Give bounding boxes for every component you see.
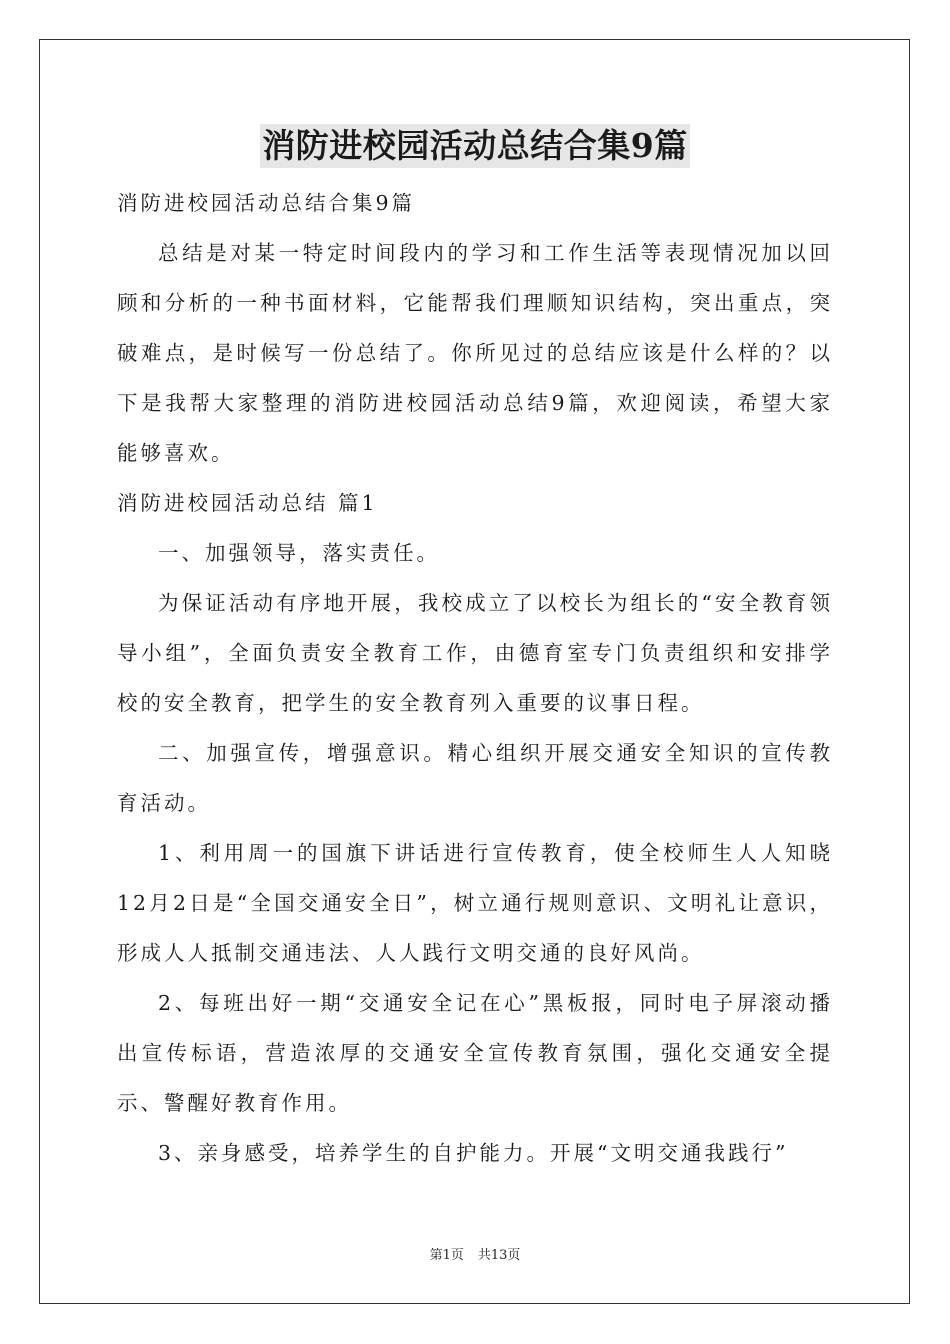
title-area: [0, 124, 950, 168]
subsection-heading-2: 二、加强宣传，增强意识。精心组织开展交通安全知识的宣传教育活动。: [117, 741, 833, 815]
intro-paragraph: 总结是对某一特定时间段内的学习和工作生活等表现情况加以回顾和分析的一种书面材料，它能帮我们理顺知识结构，突出重点，突破难点，是时候写一份总结了。你所见过的总结应该是什么样的？以下是我帮大家整理的消防进校园活动总结9篇，欢迎阅读，希望大家能够喜欢。: [117, 241, 833, 465]
list-item-1: 1、利用周一的国旗下讲话进行宣传教育，使全校师生人人知晓12月2日是“全国交通安全日”，树立通行规则意识、文明礼让意识，形成人人抵制交通违法、人人践行文明交通的良好风尚。: [117, 841, 833, 965]
document-title: 消防进校园活动总结合集9篇: [260, 124, 689, 168]
body-paragraph: 为保证活动有序地开展，我校成立了以校长为组长的“安全教育领导小组”，全面负责安全教育工作，由德育室专门负责组织和安排学校的安全教育，把学生的安全教育列入重要的议事日程。: [117, 591, 833, 715]
section-heading: 消防进校园活动总结 篇1: [117, 491, 378, 515]
document-subtitle: 消防进校园活动总结合集9篇: [117, 191, 416, 215]
page-number: 第1页: [429, 1248, 464, 1263]
subsection-heading-1: 一、加强领导，落实责任。: [158, 541, 440, 565]
document-body: [117, 178, 833, 1178]
page-count: 共13页: [477, 1248, 521, 1263]
list-item-3: 3、亲身感受，培养学生的自护能力。开展“文明交通我践行”: [158, 1141, 789, 1165]
page-footer: [0, 1247, 950, 1265]
list-item-2: 2、每班出好一期“交通安全记在心”黑板报，同时电子屏滚动播出宣传标语，营造浓厚的交通安全宣传教育氛围，强化交通安全提示、警醒好教育作用。: [117, 991, 833, 1115]
